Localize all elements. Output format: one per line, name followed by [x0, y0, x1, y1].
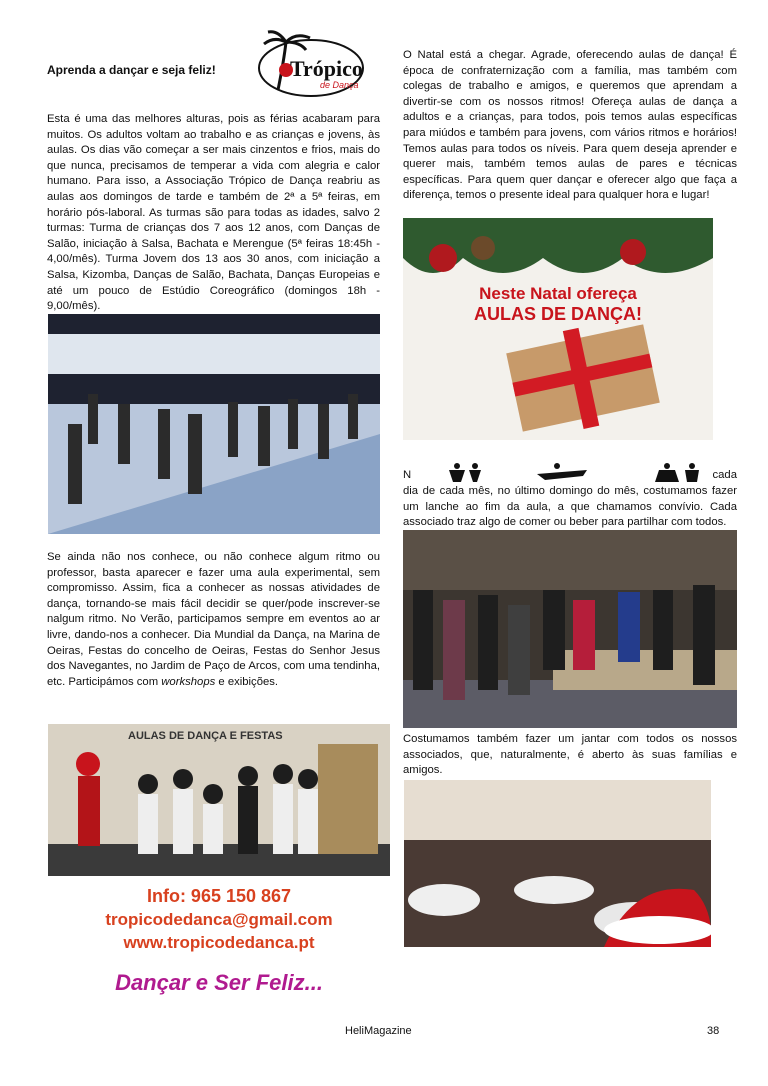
second-paragraph-part2: e exibições. [215, 675, 279, 688]
festival-booth-photo [48, 724, 390, 876]
convivio-paragraph: dia de cada mês, no último domingo do mês, costumamos fazer um lanche ao fim da aula, a que chamamos convívio. Cada associado traz algo de comer ou beber para partilhar com todos. [403, 485, 737, 529]
dancers-silhouette-icon [427, 462, 707, 484]
logo-subtitle: de Dança [320, 80, 359, 90]
dance-hall-image [48, 314, 380, 534]
article-heading: Aprenda a dançar e seja feliz! [47, 63, 216, 77]
booth-banner: AULAS DE DANÇA E FESTAS [128, 730, 283, 742]
slogan: Dançar e Ser Feliz... [115, 970, 323, 995]
christmas-offer-line1: Neste Natal ofereça [479, 284, 637, 303]
page-number: 38 [707, 1025, 720, 1037]
dinner-photo [404, 780, 711, 947]
intro-paragraph: Esta é uma das melhores alturas, pois as férias acabaram para muitos. Os adultos voltam ao trabalho e as crianças e jovens, às aulas. Os dias vão começar a ser mais cinzentos e frios, mais do que nunca, precisamos de temperar a vida com alegria e calor humano. Para isso, a Associação Trópico de Dança reabriu as aulas aos domingos de tarde e também de 2ª a 5ª feiras, em horário pós-laboral. As turmas são para todas as idades, salvo 2 turmas: Turma de crianças dos 7 aos 12 anos, com Danças de Salão, iniciação à Salsa, Bachata e Merengue (5ª feiras 18:45h - 4,00/mês). Turma Jovem dos 13 aos 30 anos, com iniciação a Salsa, Kizomba, Danças de Salão, Bachata, Danças Europeias e até um pouco de Estúdio Coreográfico (domingos 18h - 9,00/mês). [47, 113, 380, 313]
paragraph-drop-end: cada [712, 469, 737, 481]
party-crowd-image [403, 530, 737, 728]
christmas-decor-image [403, 218, 713, 440]
christmas-offer-line2: AULAS DE DANÇA! [474, 304, 642, 324]
tropico-logo [256, 30, 366, 98]
dancers-row [403, 462, 737, 484]
dance-class-photo [48, 314, 380, 534]
christmas-paragraph: O Natal está a chegar. Agrade, oferecendo aulas de dança! É época de confraternização com a família, mas também com colegas de trabalho e amigos, e queremos que aprendam a divertir-se com os nossos ritmos! Ofereça aulas de dança a adultos e a crianças, para todos, pois temos aulas específicas para miúdos e também para jovens, com vários ritmos e horários! Temos aulas para todos os níveis. Para quem deseja aprender e querer mais, também temos aulas de pares e técnicas específicas. Para quem quer dançar e oferecer algo que faça a diferença, temos o presente ideal para qualquer hora e lugar! [403, 49, 737, 202]
second-paragraph [47, 550, 380, 690]
workshops-term: workshops [161, 675, 216, 688]
contact-email: tropicodedanca@gmail.com [105, 910, 333, 929]
paragraph-drop-start: N [403, 469, 412, 481]
logo-wordmark: Trópico [290, 56, 363, 81]
dinner-paragraph: Costumamos também fazer um jantar com todos os nossos associados, que, naturalmente, é aberto às suas famílias e amigos. [403, 733, 737, 777]
contact-phone: Info: 965 150 867 [146, 886, 292, 906]
booth-group-image [48, 724, 390, 876]
dinner-hall-image [404, 780, 711, 947]
convivio-photo [403, 530, 737, 728]
magazine-name: HeliMagazine [345, 1025, 412, 1037]
contact-website: www.tropicodedanca.pt [123, 933, 315, 952]
second-paragraph-part1: Se ainda não nos conhece, ou não conhece algum ritmo ou professor, basta aparecer e fazer uma aula experimental, sem compromisso. Assim, fica a conhecer as nossas atividades de dança, tornando-se mais fácil decidir se quer/pode inscrever-se nalgum ritmo. No Verão, participamos sempre em eventos ao ar livre, dando-nos a conhecer. Dia Mundial da Dança, na Marina de Oeiras, Festas do concelho de Oeiras, Festas do Senhor Jesus dos Navegantes, no Jardim de Paço de Arcos, com uma tendinha, etc. Participámos com [47, 551, 380, 688]
christmas-gift-image [403, 218, 713, 440]
